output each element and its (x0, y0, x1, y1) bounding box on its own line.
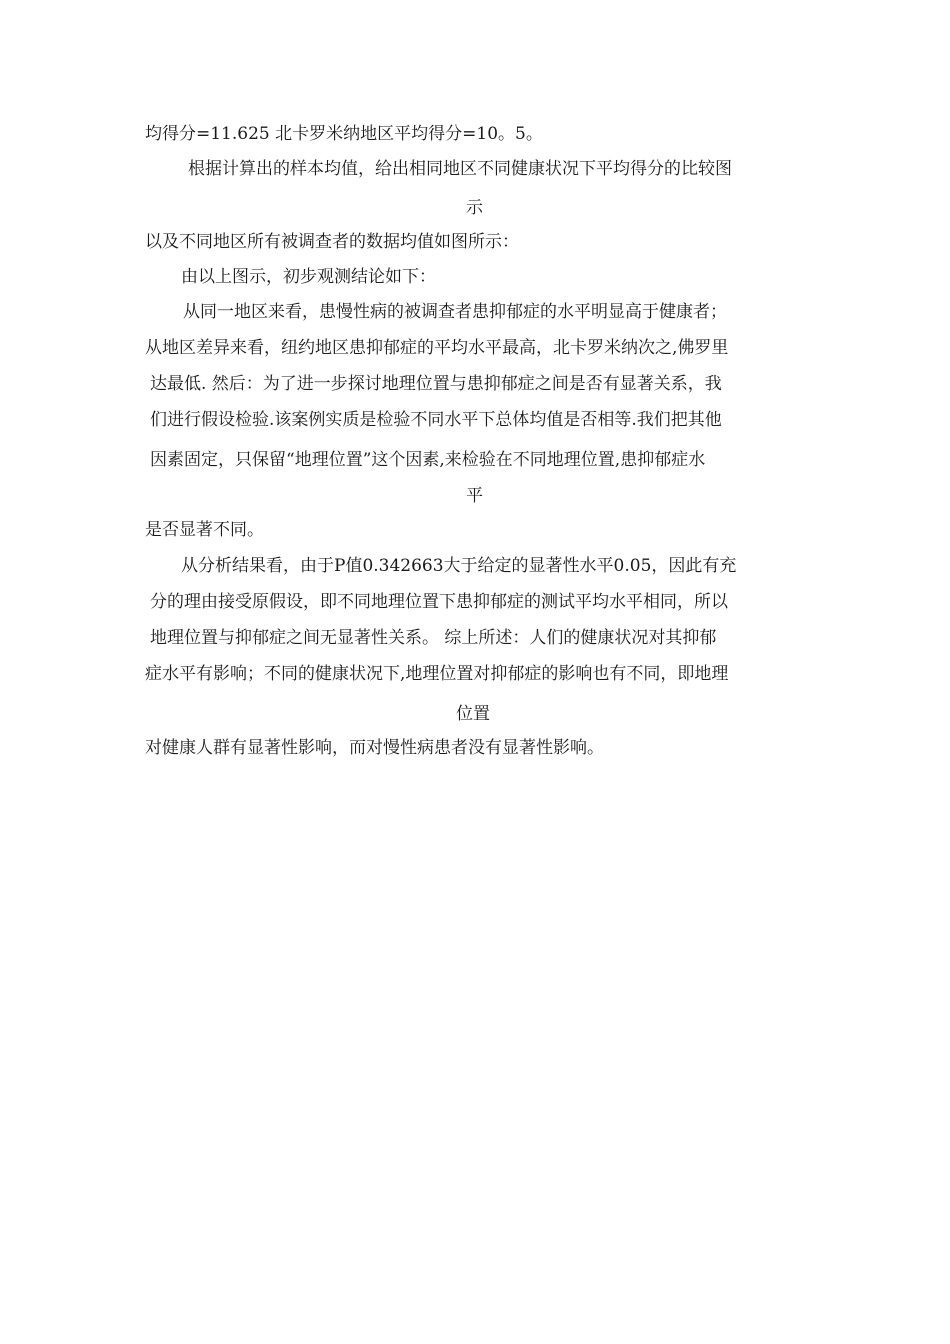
text-line: 根据计算出的样本均值，给出相同地区不同健康状况下平均得分的比较图 (188, 159, 732, 179)
text-line: 由以上图示，初步观测结论如下： (181, 267, 436, 287)
text-line: 从分析结果看，由于P值0.342663大于给定的显著性水平0.05，因此有充 (181, 556, 737, 576)
text-line: 示 (466, 198, 483, 218)
text-line: 症水平有影响；不同的健康状况下,地理位置对抑郁症的影响也有不同，即地理 (145, 664, 729, 684)
text-line: 从地区差异来看，纽约地区患抑郁症的平均水平最高，北卡罗米纳次之,佛罗里 (145, 338, 729, 358)
text-line: 达最低. 然后：为了进一步探讨地理位置与患抑郁症之间是否有显著关系，我 (150, 374, 722, 394)
text-line: 平 (466, 486, 483, 506)
text-line: 位置 (456, 704, 490, 724)
text-line: 是否显著不同。 (145, 520, 264, 540)
text-line: 因素固定，只保留“地理位置”这个因素,来检验在不同地理位置,患抑郁症水 (150, 450, 706, 470)
text-line: 地理位置与抑郁症之间无显著性关系。 综上所述：人们的健康状况对其抑郁 (150, 628, 717, 648)
text-line: 们进行假设检验.该案例实质是检验不同水平下总体均值是否相等.我们把其他 (150, 410, 722, 430)
text-line: 从同一地区来看，患慢性病的被调查者患抑郁症的水平明显高于健康者； (183, 302, 727, 322)
text-line: 均得分=11.625 北卡罗米纳地区平均得分=10。5。 (145, 124, 543, 144)
text-line: 分的理由接受原假设，即不同地理位置下患抑郁症的测试平均水平相同，所以 (150, 592, 728, 612)
text-line: 以及不同地区所有被调查者的数据均值如图所示： (145, 232, 519, 252)
text-line: 对健康人群有显著性影响，而对慢性病患者没有显著性影响。 (145, 738, 604, 758)
